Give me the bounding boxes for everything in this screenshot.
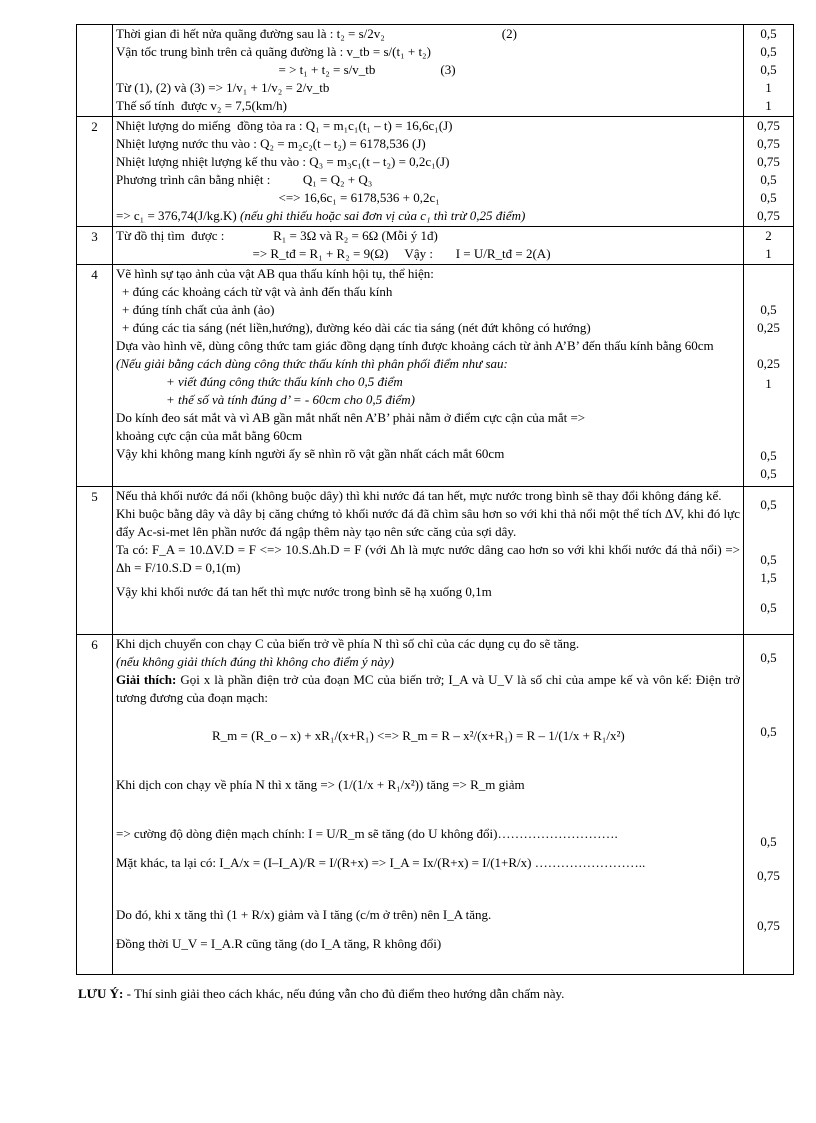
answer-content	[113, 25, 744, 117]
score-value: 2	[765, 228, 772, 243]
score-value: 0,5	[760, 724, 777, 739]
table-row	[77, 25, 794, 117]
table-row	[77, 227, 794, 265]
answer-line: Đồng thời U_V = I_A.R cũng tăng (do I_A tăng, R không đổi)	[116, 936, 442, 951]
answer-note: (nếu không giải thích đúng thì không cho điểm ý này)	[116, 654, 394, 669]
explanation-label: Giải thích:	[116, 672, 177, 687]
answer-line: Mặt khác, ta lại có: I_A/x = (I–I_A)/R = I/(R+x) => I_A = Ix/(R+x) = I/(1+R/x) ……………………..	[116, 855, 646, 870]
grading-table	[76, 24, 794, 975]
score-value: 0,5	[760, 497, 777, 512]
question-number: 2	[77, 117, 113, 227]
grading-guide	[76, 24, 794, 975]
question-number	[77, 25, 113, 117]
score-value: 1	[765, 246, 772, 261]
score-value: 0,5	[760, 600, 777, 615]
table-row	[77, 635, 794, 975]
table-row	[77, 265, 794, 487]
answer-paragraph: Ta có: F_A = 10.ΔV.D = F <=> 10.S.Δh.D = F (với Δh là mực nước dâng cao hơn so với khi khối nước đá thả nổi) => Δh = F/10.S.D = 0,1(m)	[116, 542, 740, 575]
score-value: 0,75	[757, 918, 780, 933]
score-value: 0,25	[757, 320, 780, 335]
answer-paragraph: Khi buộc bằng dây và dây bị căng chứng tỏ khối nước đá đã chìm sâu hơn so với khi thả nổi một thể tích ΔV, khi đó lực đẩy Ac-si-met lên phần nước đá ngập thêm này tạo nên sức căng của sợi dây.	[116, 506, 740, 539]
answer-content	[113, 117, 744, 227]
score-value: 0,75	[757, 154, 780, 169]
table-row	[77, 487, 794, 635]
answer-line	[116, 207, 740, 225]
footer-text: - Thí sinh giải theo cách khác, nếu đúng vẫn cho đủ điểm theo hướng dẫn chấm này.	[123, 986, 565, 1001]
answer-line: Nhiệt lượng nước thu vào : Q₂ = m₂c₂(t – t₂) = 6178,536 (J)	[116, 136, 426, 151]
answer-line: + viết đúng công thức thấu kính cho 0,5 điểm	[166, 374, 403, 389]
answer-line: + đúng tính chất của ảnh (ảo)	[122, 302, 275, 317]
answer-line: Từ đồ thị tìm được : R₁ = 3Ω và R₂ = 6Ω (Mỗi ý 1đ)	[116, 228, 438, 243]
score-value: 0,75	[757, 868, 780, 883]
question-number: 3	[77, 227, 113, 265]
answer-line: Nhiệt lượng nhiệt lượng kế thu vào : Q₃ = m₃c₁(t – t₂) = 0,2c₁(J)	[116, 154, 450, 169]
answer-text: => c₁ = 376,74(J/kg.K)	[116, 208, 237, 223]
score-value: 1	[765, 98, 772, 113]
answer-content	[113, 487, 744, 635]
answer-line: Nhiệt lượng do miếng đồng tỏa ra : Q₁ = m₁c₁(t₁ – t) = 16,6c₁(J)	[116, 118, 453, 133]
answer-line: Khi dịch con chạy về phía N thì x tăng => (1/(1/x + R₁/x²)) tăng => R_m giảm	[116, 777, 525, 792]
score-value: 0,5	[760, 552, 777, 567]
equation-line: R_m = (R_o – x) + xR₁/(x+R₁) <=> R_m = R – x²/(x+R₁) = R – 1/(1/x + R₁/x²)	[212, 728, 625, 743]
score-value: 0,75	[757, 208, 780, 223]
score-value: 0,25	[757, 356, 780, 371]
score-column	[744, 265, 794, 487]
answer-line: Từ (1), (2) và (3) => 1/v₁ + 1/v₂ = 2/v_tb	[116, 80, 330, 95]
score-column	[744, 25, 794, 117]
question-number: 4	[77, 265, 113, 487]
score-column	[744, 487, 794, 635]
score-value: 0,5	[760, 302, 777, 317]
answer-line: Thời gian đi hết nửa quãng đường sau là : t₂ = s/2v₂ (2)	[116, 26, 517, 41]
answer-line: + đúng các tia sáng (nét liền,hướng), đường kéo dài các tia sáng (nét đứt không có hướng)	[122, 320, 591, 335]
deduction-note: (nếu ghi thiếu hoặc sai đơn vị của c₁ thì trừ 0,25 điểm)	[240, 208, 526, 223]
answer-paragraph: Vậy khi khối nước đá tan hết thì mực nước trong bình sẽ hạ xuống 0,1m	[116, 584, 492, 599]
answer-line: Vậy khi không mang kính người ấy sẽ nhìn rõ vật gần nhất cách mắt 60cm	[116, 446, 505, 461]
score-value: 0,5	[760, 62, 777, 77]
score-value: 0,5	[760, 466, 777, 481]
explanation-text: Gọi x là phần điện trở của đoạn MC của biến trở; I_A và U_V là số chỉ của ampe kế và vôn kế: Điện trở tương đương của đoạn mạch:	[116, 672, 740, 705]
score-value: 1	[765, 376, 772, 391]
footer-note	[78, 986, 564, 1002]
answer-line: Thế số tính được v₂ = 7,5(km/h)	[116, 98, 287, 113]
answer-line: = > t₁ + t₂ = s/v_tb (3)	[116, 62, 456, 77]
score-value: 1,5	[760, 570, 777, 585]
answer-content	[113, 635, 744, 975]
score-column	[744, 117, 794, 227]
score-value: 0,5	[760, 190, 777, 205]
answer-line: Phương trình cân bằng nhiệt : Q₁ = Q₂ + Q₃	[116, 172, 373, 187]
score-column	[744, 227, 794, 265]
score-value: 0,5	[760, 834, 777, 849]
answer-line: => R_tđ = R₁ + R₂ = 9(Ω) Vậy : I = U/R_tđ = 2(A)	[116, 246, 551, 261]
answer-line: => cường độ dòng điện mạch chính: I = U/R_m sẽ tăng (do U không đổi)……………………….	[116, 826, 618, 841]
answer-line: Do kính đeo sát mắt và vì AB gần mắt nhất nên A’B’ phải nằm ở điểm cực cận của mắt =>	[116, 410, 586, 425]
answer-line: Dựa vào hình vẽ, dùng công thức tam giác đồng dạng tính được khoảng cách từ ảnh A’B’ đến thấu kính bằng 60cm	[116, 338, 714, 353]
table-row	[77, 117, 794, 227]
question-number: 5	[77, 487, 113, 635]
answer-line: <=> 16,6c₁ = 6178,536 + 0,2c₁	[116, 190, 440, 205]
answer-line: + thế số và tính đúng d’ = - 60cm cho 0,5 điểm)	[166, 392, 415, 407]
answer-line: Vận tốc trung bình trên cả quãng đường là : v_tb = s/(t₁ + t₂)	[116, 44, 431, 59]
answer-line: Vẽ hình sự tạo ảnh của vật AB qua thấu kính hội tụ, thể hiện:	[116, 266, 434, 281]
score-value: 0,5	[760, 44, 777, 59]
score-column	[744, 635, 794, 975]
answer-paragraph	[116, 671, 740, 707]
answer-content	[113, 265, 744, 487]
answer-line: Do đó, khi x tăng thì (1 + R/x) giảm và I tăng (c/m ở trên) nên I_A tăng.	[116, 907, 492, 922]
answer-content	[113, 227, 744, 265]
footer-label: LƯU Ý:	[78, 986, 124, 1001]
score-value: 1	[765, 80, 772, 95]
score-value: 0,5	[760, 26, 777, 41]
answer-paragraph: Nếu thả khối nước đá nổi (không buộc dây) thì khi nước đá tan hết, mực nước trong bình sẽ thay đổi không đáng kể.	[116, 488, 722, 503]
question-number: 6	[77, 635, 113, 975]
answer-paragraph: Khi dịch chuyển con chạy C của biến trở về phía N thì số chỉ của các dụng cụ đo sẽ tăng.	[116, 636, 580, 651]
answer-line: + đúng các khoảng cách từ vật và ảnh đến thấu kính	[122, 284, 393, 299]
score-value: 0,5	[760, 448, 777, 463]
score-value: 0,75	[757, 118, 780, 133]
answer-line: (Nếu giải bằng cách dùng công thức thấu kính thì phân phối điểm như sau:	[116, 356, 508, 371]
answer-line: khoảng cực cận của mắt bằng 60cm	[116, 428, 303, 443]
score-value: 0,5	[760, 650, 777, 665]
score-value: 0,75	[757, 136, 780, 151]
score-value: 0,5	[760, 172, 777, 187]
